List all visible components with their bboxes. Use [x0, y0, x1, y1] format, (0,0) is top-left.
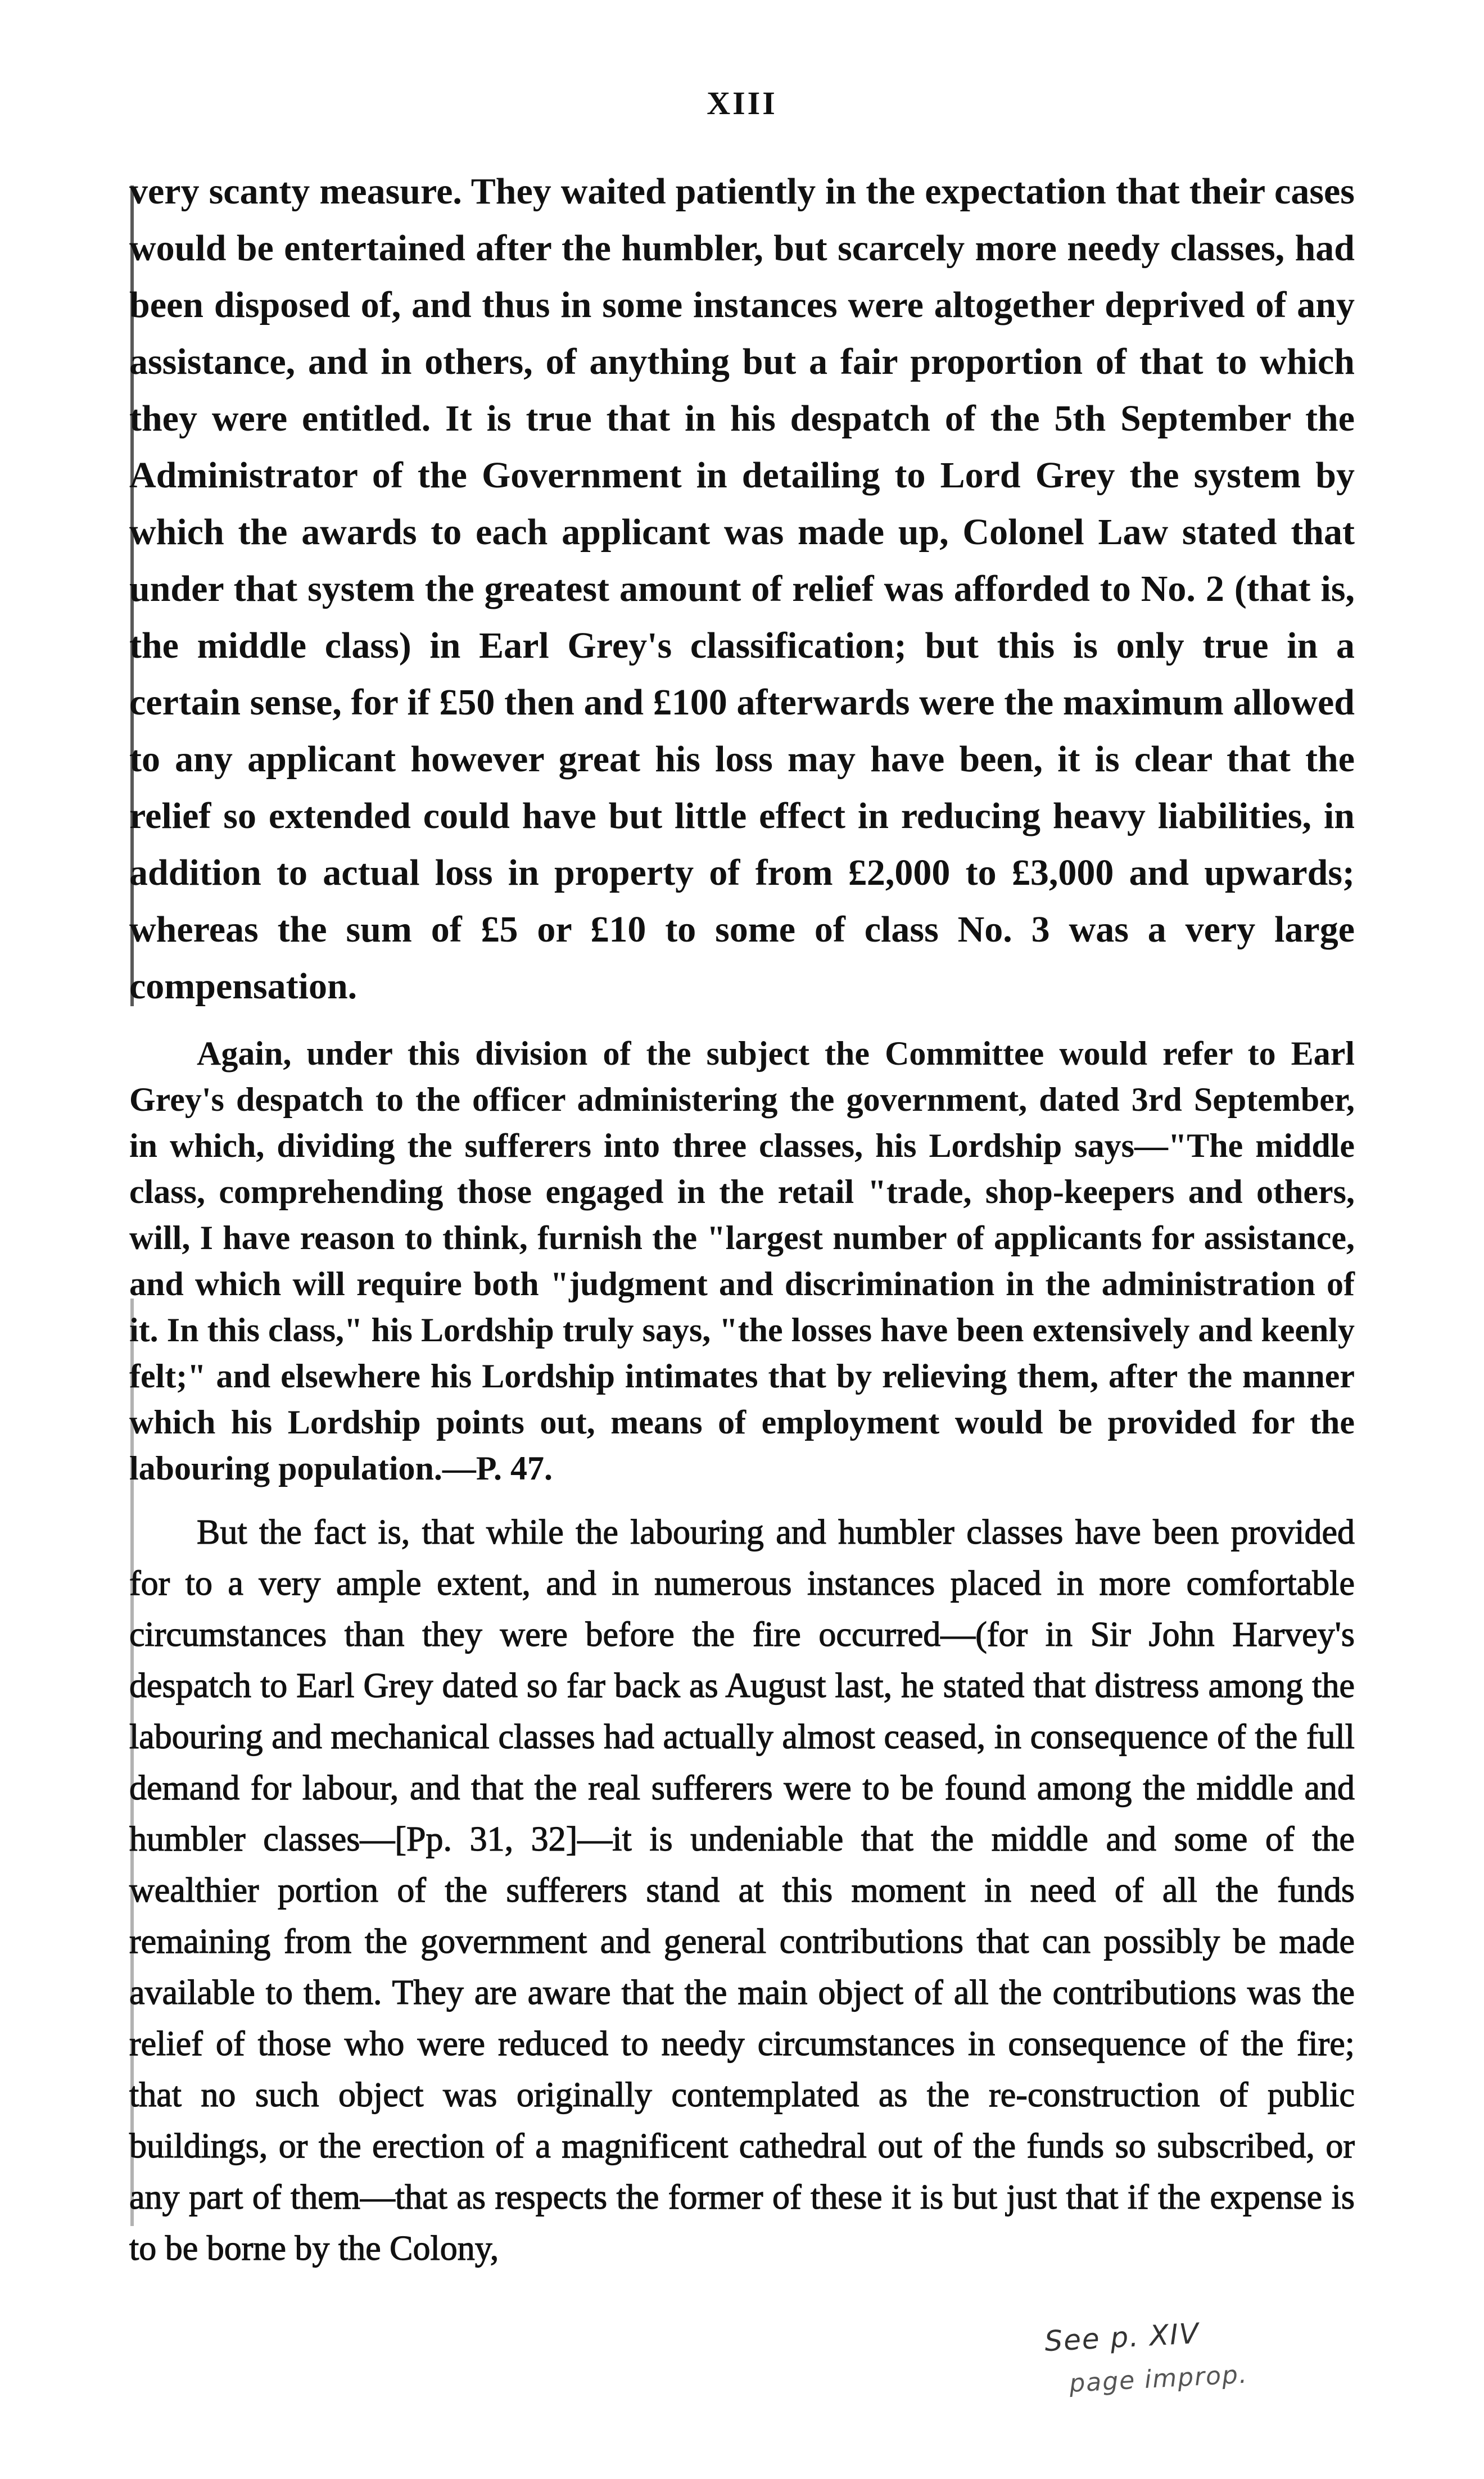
paragraph-1: very scanty measure. They waited patiently in the expectation that their cases would be entertained after the humbler, but scarcely more needy classes, had been disposed of, and thus in some instances were altogether deprived of any assistance, and in others, of anything but a fair proportion of that to which they were entitled. It is true that in his despatch of the 5th September the Administrator of the Government in detailing to Lord Grey the system by which the awards to each applicant was made up, Colonel Law stated that under that system the greatest amount of relief was afforded to No. 2 (that is, the middle class) in Earl Grey's classification; but this is only true in a certain sense, for if £50 then and £100 afterwards were the maximum allowed to any applicant however great his loss may have been, it is clear that the relief so extended could have but little effect in reducing heavy liabilities, in addition to actual loss in property of from £2,000 to £3,000 and upwards; whereas the sum of £5 or £10 to some of class No. 3 was a very large compensation.: [129, 171, 1355, 1007]
annotation-line-1: See p. XIV: [1043, 2317, 1201, 2358]
page-number: XIII: [707, 85, 777, 121]
paragraph-3: But the fact is, that while the labouring and humbler classes have been provided for to a very ample extent, and in numerous instances placed in more comfortable circumstances than they were before the fire occurred—(for in Sir John Harvey's despatch to Earl Grey dated so far back as August last, he stated that distress among the labouring and mechanical classes had actually almost ceased, in consequence of the full demand for labour, and that the real sufferers were to be found among the middle and humbler classes—[Pp. 31, 32]—it is undeniable that the middle and some of the wealthier portion of the sufferers stand at this moment in need of all the funds remaining from the government and general contributions that can possibly be made available to them. They are aware that the main object of all the contributions was the relief of those who were reduced to needy circumstances in consequence of the fire; that no such object was originally contemplated as the re-construction of public buildings, or the erection of a magnificent cathedral out of the funds so subscribed, or any part of them—that as respects the former of these it is but just that if the expense is to be borne by the Colony,: [129, 1513, 1355, 2268]
annotation-line-2: page improp.: [1069, 2360, 1249, 2399]
body-text: [129, 163, 1355, 2290]
paragraph-2: Again, under this division of the subject the Committee would refer to Earl Grey's despatch to the officer administering the government, dated 3rd September, in which, dividing the sufferers into three classes, his Lordship says—"The middle class, comprehending those engaged in the retail "trade, shop-keepers and others, will, I have reason to think, furnish the "largest number of applicants for assistance, and which will require both "judgment and discrimination in the administration of it. In this class," his Lordship truly says, "the losses have been extensively and keenly felt;" and elsewhere his Lordship intimates that by relieving them, after the manner which his Lordship points out, means of employment would be provided for the labouring population.—P. 47.: [129, 1035, 1355, 1487]
handwritten-annotation: [1043, 2301, 1396, 2407]
